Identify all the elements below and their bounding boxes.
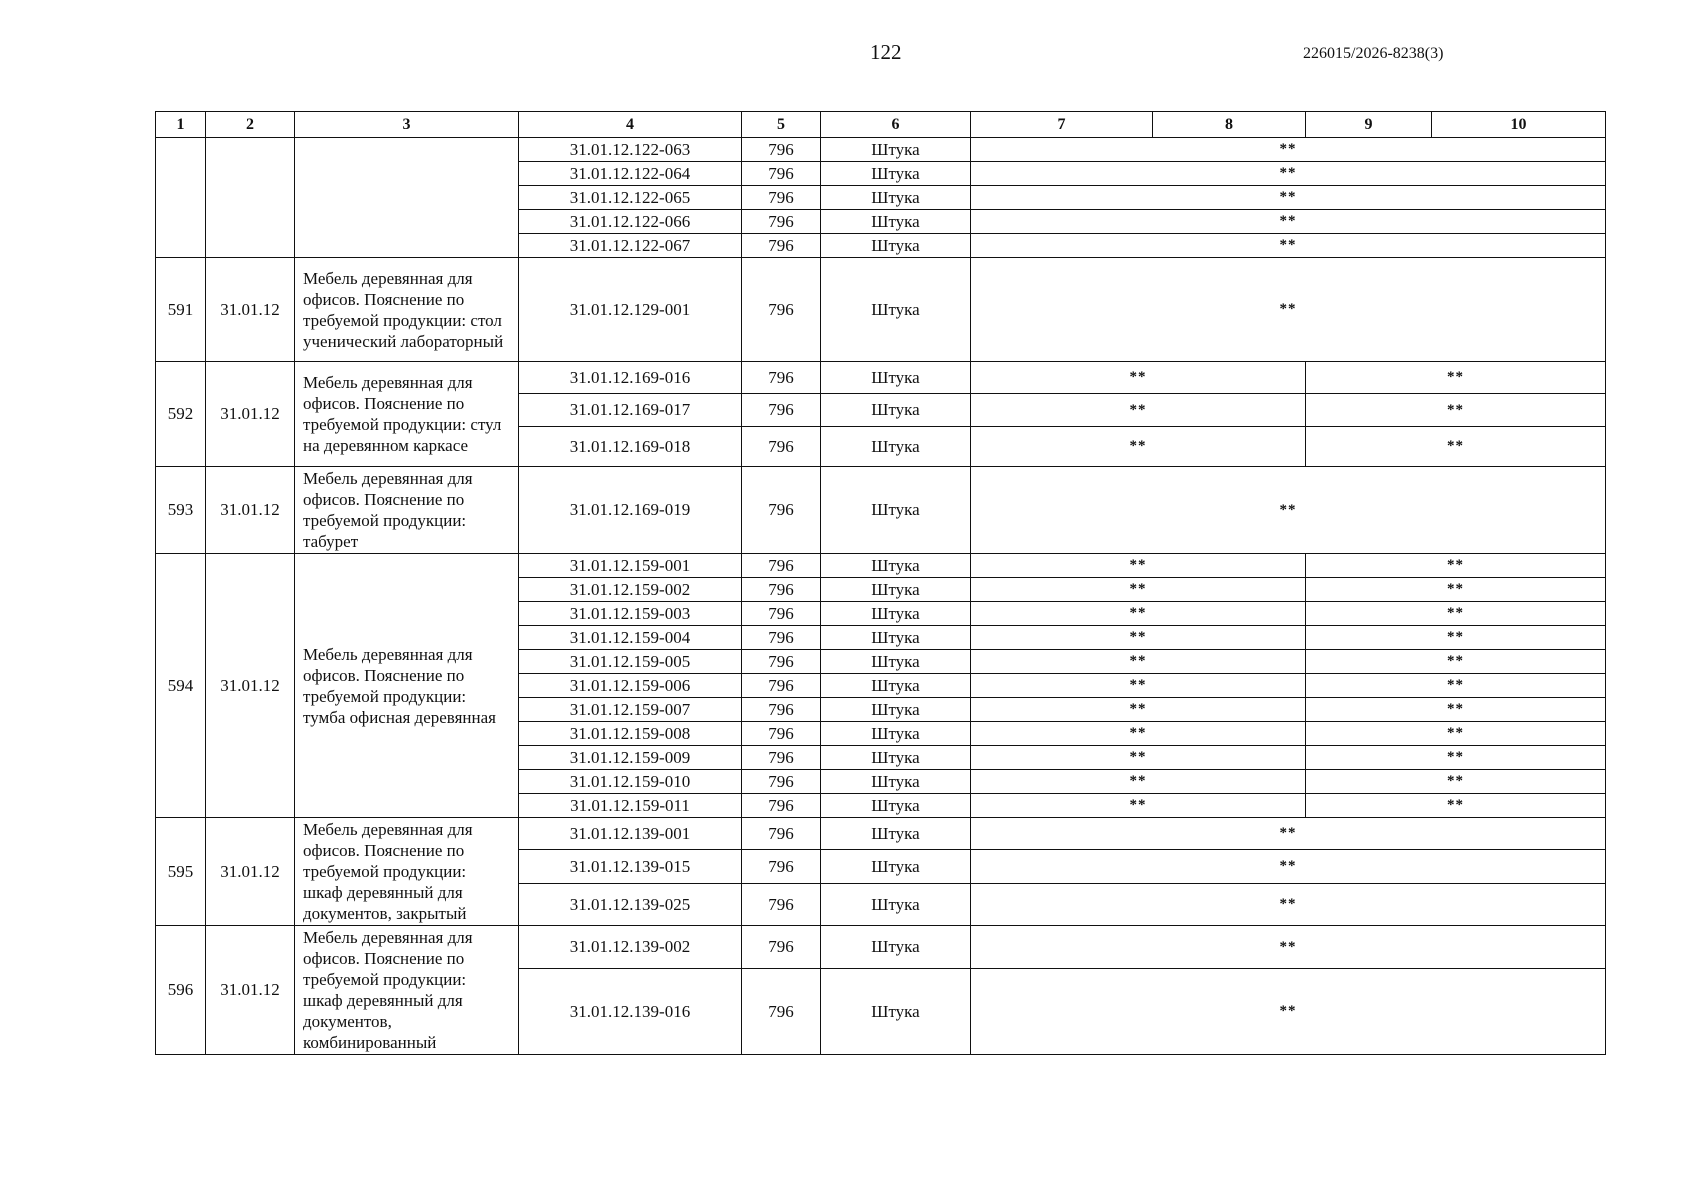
stars-mark: **: [971, 258, 1606, 362]
stars-mark: **: [971, 818, 1606, 850]
unit-name: Штука: [821, 674, 971, 698]
ktru-code: 31.01.12.139-002: [519, 926, 742, 969]
okei-code: 796: [742, 602, 821, 626]
stars-mark: **: [971, 210, 1606, 234]
column-header: 1: [156, 112, 206, 138]
unit-name: Штука: [821, 969, 971, 1055]
stars-mark: **: [971, 698, 1306, 722]
unit-name: Штука: [821, 818, 971, 850]
stars-mark: **: [971, 467, 1606, 554]
ktru-code: 31.01.12.159-011: [519, 794, 742, 818]
column-header: 2: [206, 112, 295, 138]
table-row: [156, 362, 1606, 394]
okei-code: 796: [742, 554, 821, 578]
ktru-code: 31.01.12.122-067: [519, 234, 742, 258]
ktru-code: 31.01.12.159-005: [519, 650, 742, 674]
okei-code: 796: [742, 926, 821, 969]
table-row: [156, 138, 1606, 162]
stars-mark: **: [1306, 698, 1606, 722]
stars-mark: **: [971, 602, 1306, 626]
unit-name: Штука: [821, 650, 971, 674]
ktru-code: 31.01.12.159-003: [519, 602, 742, 626]
unit-name: Штука: [821, 162, 971, 186]
unit-name: Штука: [821, 394, 971, 427]
stars-mark: **: [971, 626, 1306, 650]
stars-mark: **: [971, 926, 1606, 969]
okei-code: 796: [742, 850, 821, 884]
unit-name: Штука: [821, 554, 971, 578]
ktru-code: 31.01.12.159-006: [519, 674, 742, 698]
okpd-code: 31.01.12: [206, 926, 295, 1055]
stars-mark: **: [1306, 626, 1606, 650]
ktru-code: 31.01.12.122-066: [519, 210, 742, 234]
unit-name: Штука: [821, 467, 971, 554]
okpd-code: 31.01.12: [206, 554, 295, 818]
product-description: Мебель деревянная для офисов. Пояснение по требуемой продукции: тумба офисная деревянная: [295, 554, 519, 818]
stars-mark: **: [971, 770, 1306, 794]
stars-mark: **: [1306, 394, 1606, 427]
unit-name: Штука: [821, 722, 971, 746]
stars-mark: **: [971, 162, 1606, 186]
column-header: 10: [1432, 112, 1606, 138]
okei-code: 796: [742, 467, 821, 554]
stars-mark: **: [971, 427, 1306, 467]
okpd-code: 31.01.12: [206, 258, 295, 362]
stars-mark: **: [971, 794, 1306, 818]
unit-name: Штука: [821, 926, 971, 969]
stars-mark: **: [971, 186, 1606, 210]
okei-code: 796: [742, 650, 821, 674]
okei-code: 796: [742, 884, 821, 926]
column-header: 9: [1306, 112, 1432, 138]
column-header: 3: [295, 112, 519, 138]
okpd-code-cell: [206, 138, 295, 258]
stars-mark: **: [1306, 746, 1606, 770]
okei-code: 796: [742, 138, 821, 162]
unit-name: Штука: [821, 427, 971, 467]
item-number: 594: [156, 554, 206, 818]
column-header: 4: [519, 112, 742, 138]
unit-name: Штука: [821, 362, 971, 394]
stars-mark: **: [971, 969, 1606, 1055]
product-description: Мебель деревянная для офисов. Пояснение по требуемой продукции: шкаф деревянный для документов, комбинированный: [295, 926, 519, 1055]
okei-code: 796: [742, 746, 821, 770]
okei-code: 796: [742, 794, 821, 818]
stars-mark: **: [971, 674, 1306, 698]
stars-mark: **: [1306, 578, 1606, 602]
unit-name: Штука: [821, 850, 971, 884]
unit-name: Штука: [821, 884, 971, 926]
column-header: 6: [821, 112, 971, 138]
unit-name: Штука: [821, 746, 971, 770]
unit-name: Штука: [821, 770, 971, 794]
table-row: [156, 554, 1606, 578]
stars-mark: **: [1306, 602, 1606, 626]
stars-mark: **: [1306, 362, 1606, 394]
column-header: 5: [742, 112, 821, 138]
stars-mark: **: [971, 362, 1306, 394]
okei-code: 796: [742, 234, 821, 258]
ktru-code: 31.01.12.159-010: [519, 770, 742, 794]
ktru-code: 31.01.12.122-064: [519, 162, 742, 186]
ktru-code: 31.01.12.159-007: [519, 698, 742, 722]
okei-code: 796: [742, 578, 821, 602]
unit-name: Штука: [821, 234, 971, 258]
unit-name: Штука: [821, 210, 971, 234]
product-description: Мебель деревянная для офисов. Пояснение по требуемой продукции: стол ученический лабораторный: [295, 258, 519, 362]
catalog-table: [155, 111, 1606, 1055]
okpd-code: 31.01.12: [206, 818, 295, 926]
product-description: Мебель деревянная для офисов. Пояснение по требуемой продукции: стул на деревянном каркасе: [295, 362, 519, 467]
ktru-code: 31.01.12.159-009: [519, 746, 742, 770]
ktru-code: 31.01.12.169-019: [519, 467, 742, 554]
ktru-code: 31.01.12.122-065: [519, 186, 742, 210]
item-number: 596: [156, 926, 206, 1055]
unit-name: Штука: [821, 794, 971, 818]
okei-code: 796: [742, 722, 821, 746]
ktru-code: 31.01.12.169-017: [519, 394, 742, 427]
description-cell: [295, 138, 519, 258]
ktru-code: 31.01.12.139-015: [519, 850, 742, 884]
column-header: 7: [971, 112, 1153, 138]
header-row: [156, 112, 1606, 138]
ktru-code: 31.01.12.159-004: [519, 626, 742, 650]
ktru-code: 31.01.12.139-025: [519, 884, 742, 926]
item-number: 592: [156, 362, 206, 467]
okpd-code: 31.01.12: [206, 467, 295, 554]
ktru-code: 31.01.12.159-008: [519, 722, 742, 746]
ktru-code: 31.01.12.169-018: [519, 427, 742, 467]
page-number: 122: [870, 40, 902, 64]
okei-code: 796: [742, 626, 821, 650]
product-description: Мебель деревянная для офисов. Пояснение по требуемой продукции: табурет: [295, 467, 519, 554]
item-number: 595: [156, 818, 206, 926]
okei-code: 796: [742, 362, 821, 394]
unit-name: Штука: [821, 578, 971, 602]
okei-code: 796: [742, 258, 821, 362]
stars-mark: **: [971, 722, 1306, 746]
product-description: Мебель деревянная для офисов. Пояснение по требуемой продукции: шкаф деревянный для документов, закрытый: [295, 818, 519, 926]
stars-mark: **: [1306, 674, 1606, 698]
okei-code: 796: [742, 394, 821, 427]
stars-mark: **: [1306, 794, 1606, 818]
item-number-cell: [156, 138, 206, 258]
okei-code: 796: [742, 698, 821, 722]
stars-mark: **: [971, 884, 1606, 926]
table-row: [156, 926, 1606, 969]
okei-code: 796: [742, 770, 821, 794]
okei-code: 796: [742, 427, 821, 467]
table-row: [156, 818, 1606, 850]
ktru-code: 31.01.12.169-016: [519, 362, 742, 394]
okei-code: 796: [742, 969, 821, 1055]
unit-name: Штука: [821, 186, 971, 210]
document-id: 226015/2026-8238(3): [1303, 45, 1444, 62]
okei-code: 796: [742, 674, 821, 698]
unit-name: Штука: [821, 626, 971, 650]
unit-name: Штука: [821, 698, 971, 722]
ktru-code: 31.01.12.129-001: [519, 258, 742, 362]
stars-mark: **: [1306, 650, 1606, 674]
ktru-code: 31.01.12.159-002: [519, 578, 742, 602]
stars-mark: **: [971, 850, 1606, 884]
table-row: [156, 467, 1606, 554]
okpd-code: 31.01.12: [206, 362, 295, 467]
unit-name: Штука: [821, 258, 971, 362]
okei-code: 796: [742, 162, 821, 186]
stars-mark: **: [971, 138, 1606, 162]
okei-code: 796: [742, 210, 821, 234]
stars-mark: **: [971, 554, 1306, 578]
ktru-code: 31.01.12.139-016: [519, 969, 742, 1055]
unit-name: Штука: [821, 138, 971, 162]
ktru-code: 31.01.12.122-063: [519, 138, 742, 162]
stars-mark: **: [1306, 554, 1606, 578]
unit-name: Штука: [821, 602, 971, 626]
ktru-code: 31.01.12.159-001: [519, 554, 742, 578]
okei-code: 796: [742, 186, 821, 210]
stars-mark: **: [1306, 722, 1606, 746]
stars-mark: **: [971, 746, 1306, 770]
okei-code: 796: [742, 818, 821, 850]
item-number: 593: [156, 467, 206, 554]
item-number: 591: [156, 258, 206, 362]
column-header: 8: [1153, 112, 1306, 138]
table-row: [156, 258, 1606, 362]
stars-mark: **: [971, 394, 1306, 427]
stars-mark: **: [971, 234, 1606, 258]
stars-mark: **: [971, 578, 1306, 602]
stars-mark: **: [1306, 427, 1606, 467]
stars-mark: **: [1306, 770, 1606, 794]
stars-mark: **: [971, 650, 1306, 674]
ktru-code: 31.01.12.139-001: [519, 818, 742, 850]
